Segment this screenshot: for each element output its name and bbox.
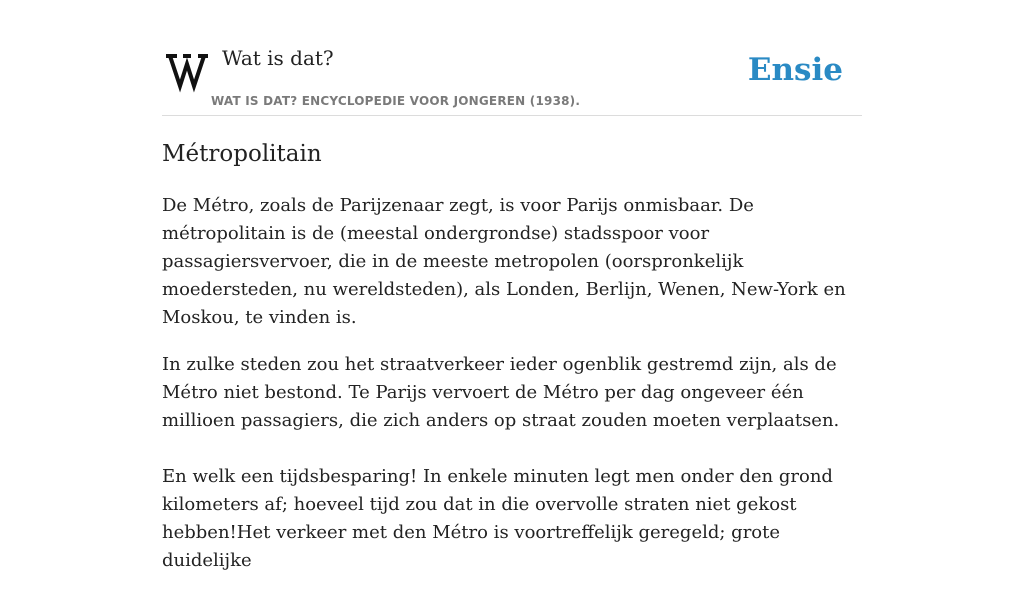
ensie-brand-link[interactable]: Ensie	[747, 52, 843, 88]
site-header	[162, 0, 862, 116]
page	[162, 0, 862, 571]
article-paragraph: De Métro, zoals de Parijzenaar zegt, is voor Parijs onmisbaar. De métropolitain is de (meestal ondergrondse) stadsspoor voor passagiersvervoer, die in de meeste metropolen (oorspronkelijk moedersteden, nu wereldsteden), als Londen, Berlijn, Wenen, New-York en Moskou, te vinden is.	[162, 195, 846, 328]
article-title: Métropolitain	[162, 141, 322, 167]
article-body	[162, 192, 862, 594]
site-subtitle: WAT IS DAT? ENCYCLOPEDIE VOOR JONGEREN (1938).	[211, 94, 581, 108]
site-title[interactable]: Wat is dat?	[222, 46, 334, 70]
wikipedia-w-icon[interactable]	[165, 50, 209, 90]
article-paragraph: In zulke steden zou het straatverkeer ieder ogenblik gestremd zijn, als de Métro niet bestond. Te Parijs vervoert de Métro per dag ongeveer één millioen passagiers, die zich anders op straat zouden moeten verplaatsen. En welk een tijdsbesparing! In enkele minuten legt men onder den grond kilometers af; hoeveel tijd zou dat in die overvolle straten niet gekost hebben!Het verkeer met den Métro is voortreffelijk geregeld; grote duidelijke	[162, 354, 840, 571]
